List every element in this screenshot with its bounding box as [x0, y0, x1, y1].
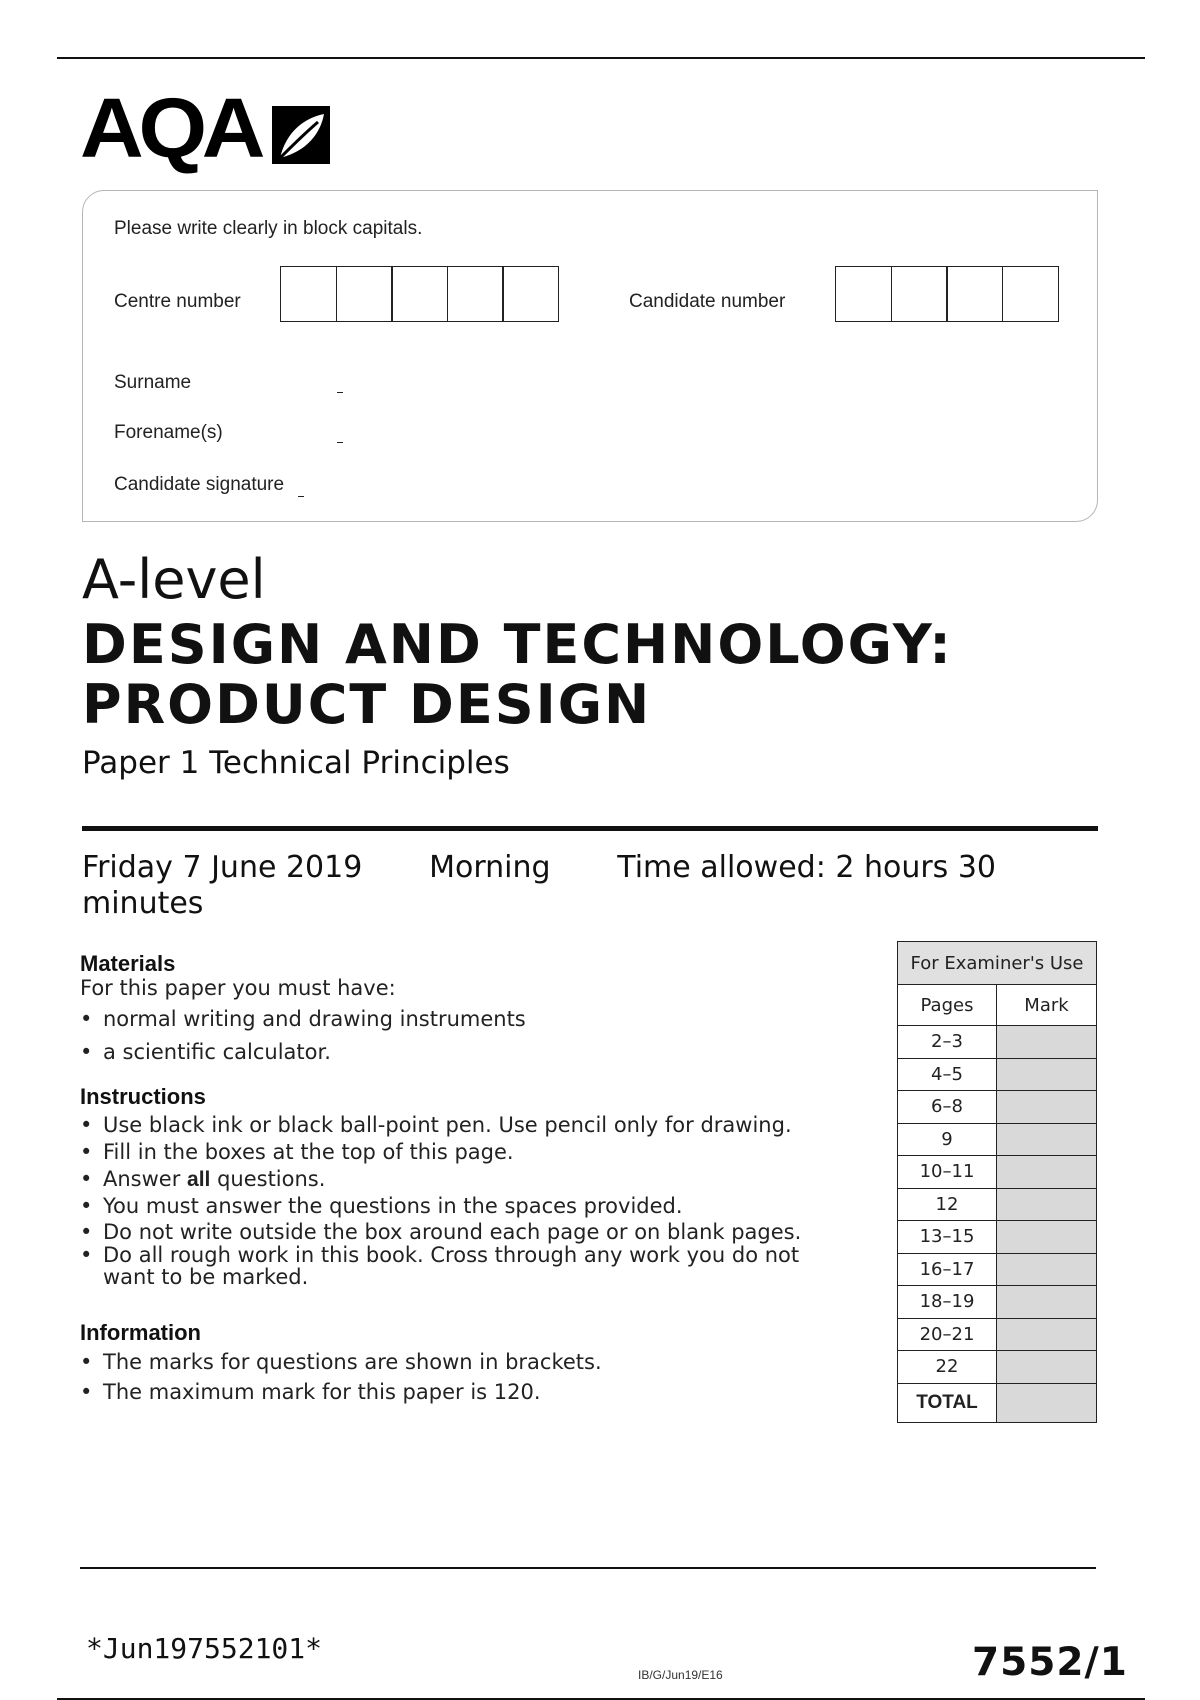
examiner-table-row: [898, 1026, 1097, 1059]
instruction-item: • You must answer the questions in the spaces provided.: [80, 1193, 801, 1220]
materials-item: • a scientific calculator.: [80, 1037, 526, 1068]
pages-cell: 4–5: [898, 1058, 997, 1091]
examiner-table-row: [898, 1123, 1097, 1156]
centre-digit-box[interactable]: [336, 266, 393, 322]
aqa-logo: [80, 81, 330, 175]
mark-cell: [997, 1253, 1097, 1286]
mark-cell: [997, 1286, 1097, 1319]
instruction-item: • Do not write outside the box around each page or on blank pages.: [80, 1220, 801, 1244]
forenames-field[interactable]: [337, 442, 343, 443]
centre-digit-box[interactable]: [502, 266, 559, 322]
instruction-item: [80, 1166, 801, 1193]
instructions-heading: Instructions: [80, 1084, 206, 1109]
examiner-table-row: [898, 1091, 1097, 1124]
pages-cell: 16–17: [898, 1253, 997, 1286]
mark-cell: [997, 1221, 1097, 1254]
instruction-text: Answer: [103, 1167, 188, 1191]
instruction-item: • Use black ink or black ball-point pen. Use pencil only for drawing.: [80, 1112, 801, 1139]
pages-cell: 10–11: [898, 1156, 997, 1189]
time-allowed: Time allowed: 2 hours 30: [617, 850, 997, 885]
pages-cell: 18–19: [898, 1286, 997, 1319]
instruction-item: [80, 1244, 801, 1288]
candidate-details-box: [82, 190, 1098, 522]
exam-session: Morning: [429, 850, 551, 885]
candidate-digit-box[interactable]: [835, 266, 892, 322]
subject-title: [82, 615, 1132, 735]
examiner-table-row: [898, 1286, 1097, 1319]
examiner-table-row: [898, 1318, 1097, 1351]
signature-label: Candidate signature: [114, 474, 285, 495]
signature-field[interactable]: [298, 496, 304, 497]
spacer-2: [551, 850, 618, 885]
pages-column-header: Pages: [898, 985, 997, 1026]
mark-cell: [997, 1091, 1097, 1124]
session-line: [82, 850, 1112, 922]
candidate-number-label: Candidate number: [629, 291, 786, 312]
mark-cell: [997, 1026, 1097, 1059]
candidate-number-boxes: [835, 266, 1057, 322]
total-label: TOTAL: [898, 1383, 997, 1422]
mark-cell: [997, 1123, 1097, 1156]
mark-cell: [997, 1188, 1097, 1221]
information-body: [80, 1347, 602, 1407]
paper-title: Paper 1 Technical Principles: [82, 745, 510, 781]
bottom-rule: [57, 1698, 1145, 1700]
centre-digit-box[interactable]: [280, 266, 337, 322]
information-heading: Information: [80, 1320, 201, 1345]
examiner-use-table: [897, 941, 1097, 1423]
pages-cell: 9: [898, 1123, 997, 1156]
total-mark-cell: [997, 1383, 1097, 1422]
footer-rule: [80, 1567, 1096, 1569]
examiner-table-row: [898, 1188, 1097, 1221]
top-rule: [57, 57, 1145, 59]
qualification-level: A-level: [82, 548, 266, 611]
materials-item: • normal writing and drawing instruments: [80, 1004, 526, 1035]
instruction-item: • Fill in the boxes at the top of this page.: [80, 1139, 801, 1166]
materials-heading: Materials: [80, 951, 176, 976]
paper-code: 7552/1: [972, 1640, 1128, 1685]
subject-title-line2: PRODUCT DESIGN: [82, 673, 652, 736]
document-reference: IB/G/Jun19/E16: [638, 1668, 723, 1682]
mark-cell: [997, 1156, 1097, 1189]
subject-title-line1: DESIGN AND TECHNOLOGY:: [82, 613, 953, 676]
pages-cell: 22: [898, 1351, 997, 1384]
information-item: • The maximum mark for this paper is 120.: [80, 1377, 602, 1407]
surname-label: Surname: [114, 372, 192, 393]
spacer-1: [362, 850, 429, 885]
centre-number-label: Centre number: [114, 291, 241, 312]
block-capitals-instruction: Please write clearly in block capitals.: [114, 218, 423, 239]
exam-date: Friday 7 June 2019: [82, 850, 363, 885]
centre-digit-box[interactable]: [391, 266, 448, 322]
title-divider: [82, 826, 1098, 831]
centre-number-boxes: [280, 266, 558, 322]
instruction-text: questions.: [210, 1167, 326, 1191]
examiner-table-row: [898, 1058, 1097, 1091]
candidate-digit-box[interactable]: [891, 266, 948, 322]
mark-cell: [997, 1351, 1097, 1384]
mark-cell: [997, 1318, 1097, 1351]
examiner-table-row: [898, 1156, 1097, 1189]
pages-cell: 2–3: [898, 1026, 997, 1059]
candidate-digit-box[interactable]: [946, 266, 1003, 322]
surname-field[interactable]: [337, 392, 343, 393]
examiner-table-row: [898, 1253, 1097, 1286]
examiner-table-row: [898, 1221, 1097, 1254]
information-item: • The marks for questions are shown in brackets.: [80, 1347, 602, 1377]
materials-body: [80, 976, 526, 1068]
instruction-text: • Do all rough work in this book. Cross through any work you do not: [103, 1243, 800, 1267]
candidate-digit-box[interactable]: [1002, 266, 1059, 322]
pages-cell: 6–8: [898, 1091, 997, 1124]
examiner-table-row: [898, 1351, 1097, 1384]
aqa-leaf-icon: [272, 106, 330, 164]
examiner-table-heading: For Examiner's Use: [898, 942, 1097, 985]
pages-cell: 13–15: [898, 1221, 997, 1254]
time-allowed-cont: minutes: [82, 886, 204, 921]
mark-column-header: Mark: [997, 985, 1097, 1026]
mark-cell: [997, 1058, 1097, 1091]
aqa-logo-text: AQA: [80, 81, 261, 175]
pages-cell: 20–21: [898, 1318, 997, 1351]
barcode-text: *Jun197552101*: [86, 1632, 323, 1665]
pages-cell: 12: [898, 1188, 997, 1221]
instruction-text: want to be marked.: [103, 1265, 309, 1289]
instructions-body: [80, 1112, 801, 1288]
instruction-emphasis: all: [187, 1168, 211, 1191]
centre-digit-box[interactable]: [447, 266, 504, 322]
forenames-label: Forename(s): [114, 422, 223, 443]
materials-intro: For this paper you must have:: [80, 976, 396, 1000]
